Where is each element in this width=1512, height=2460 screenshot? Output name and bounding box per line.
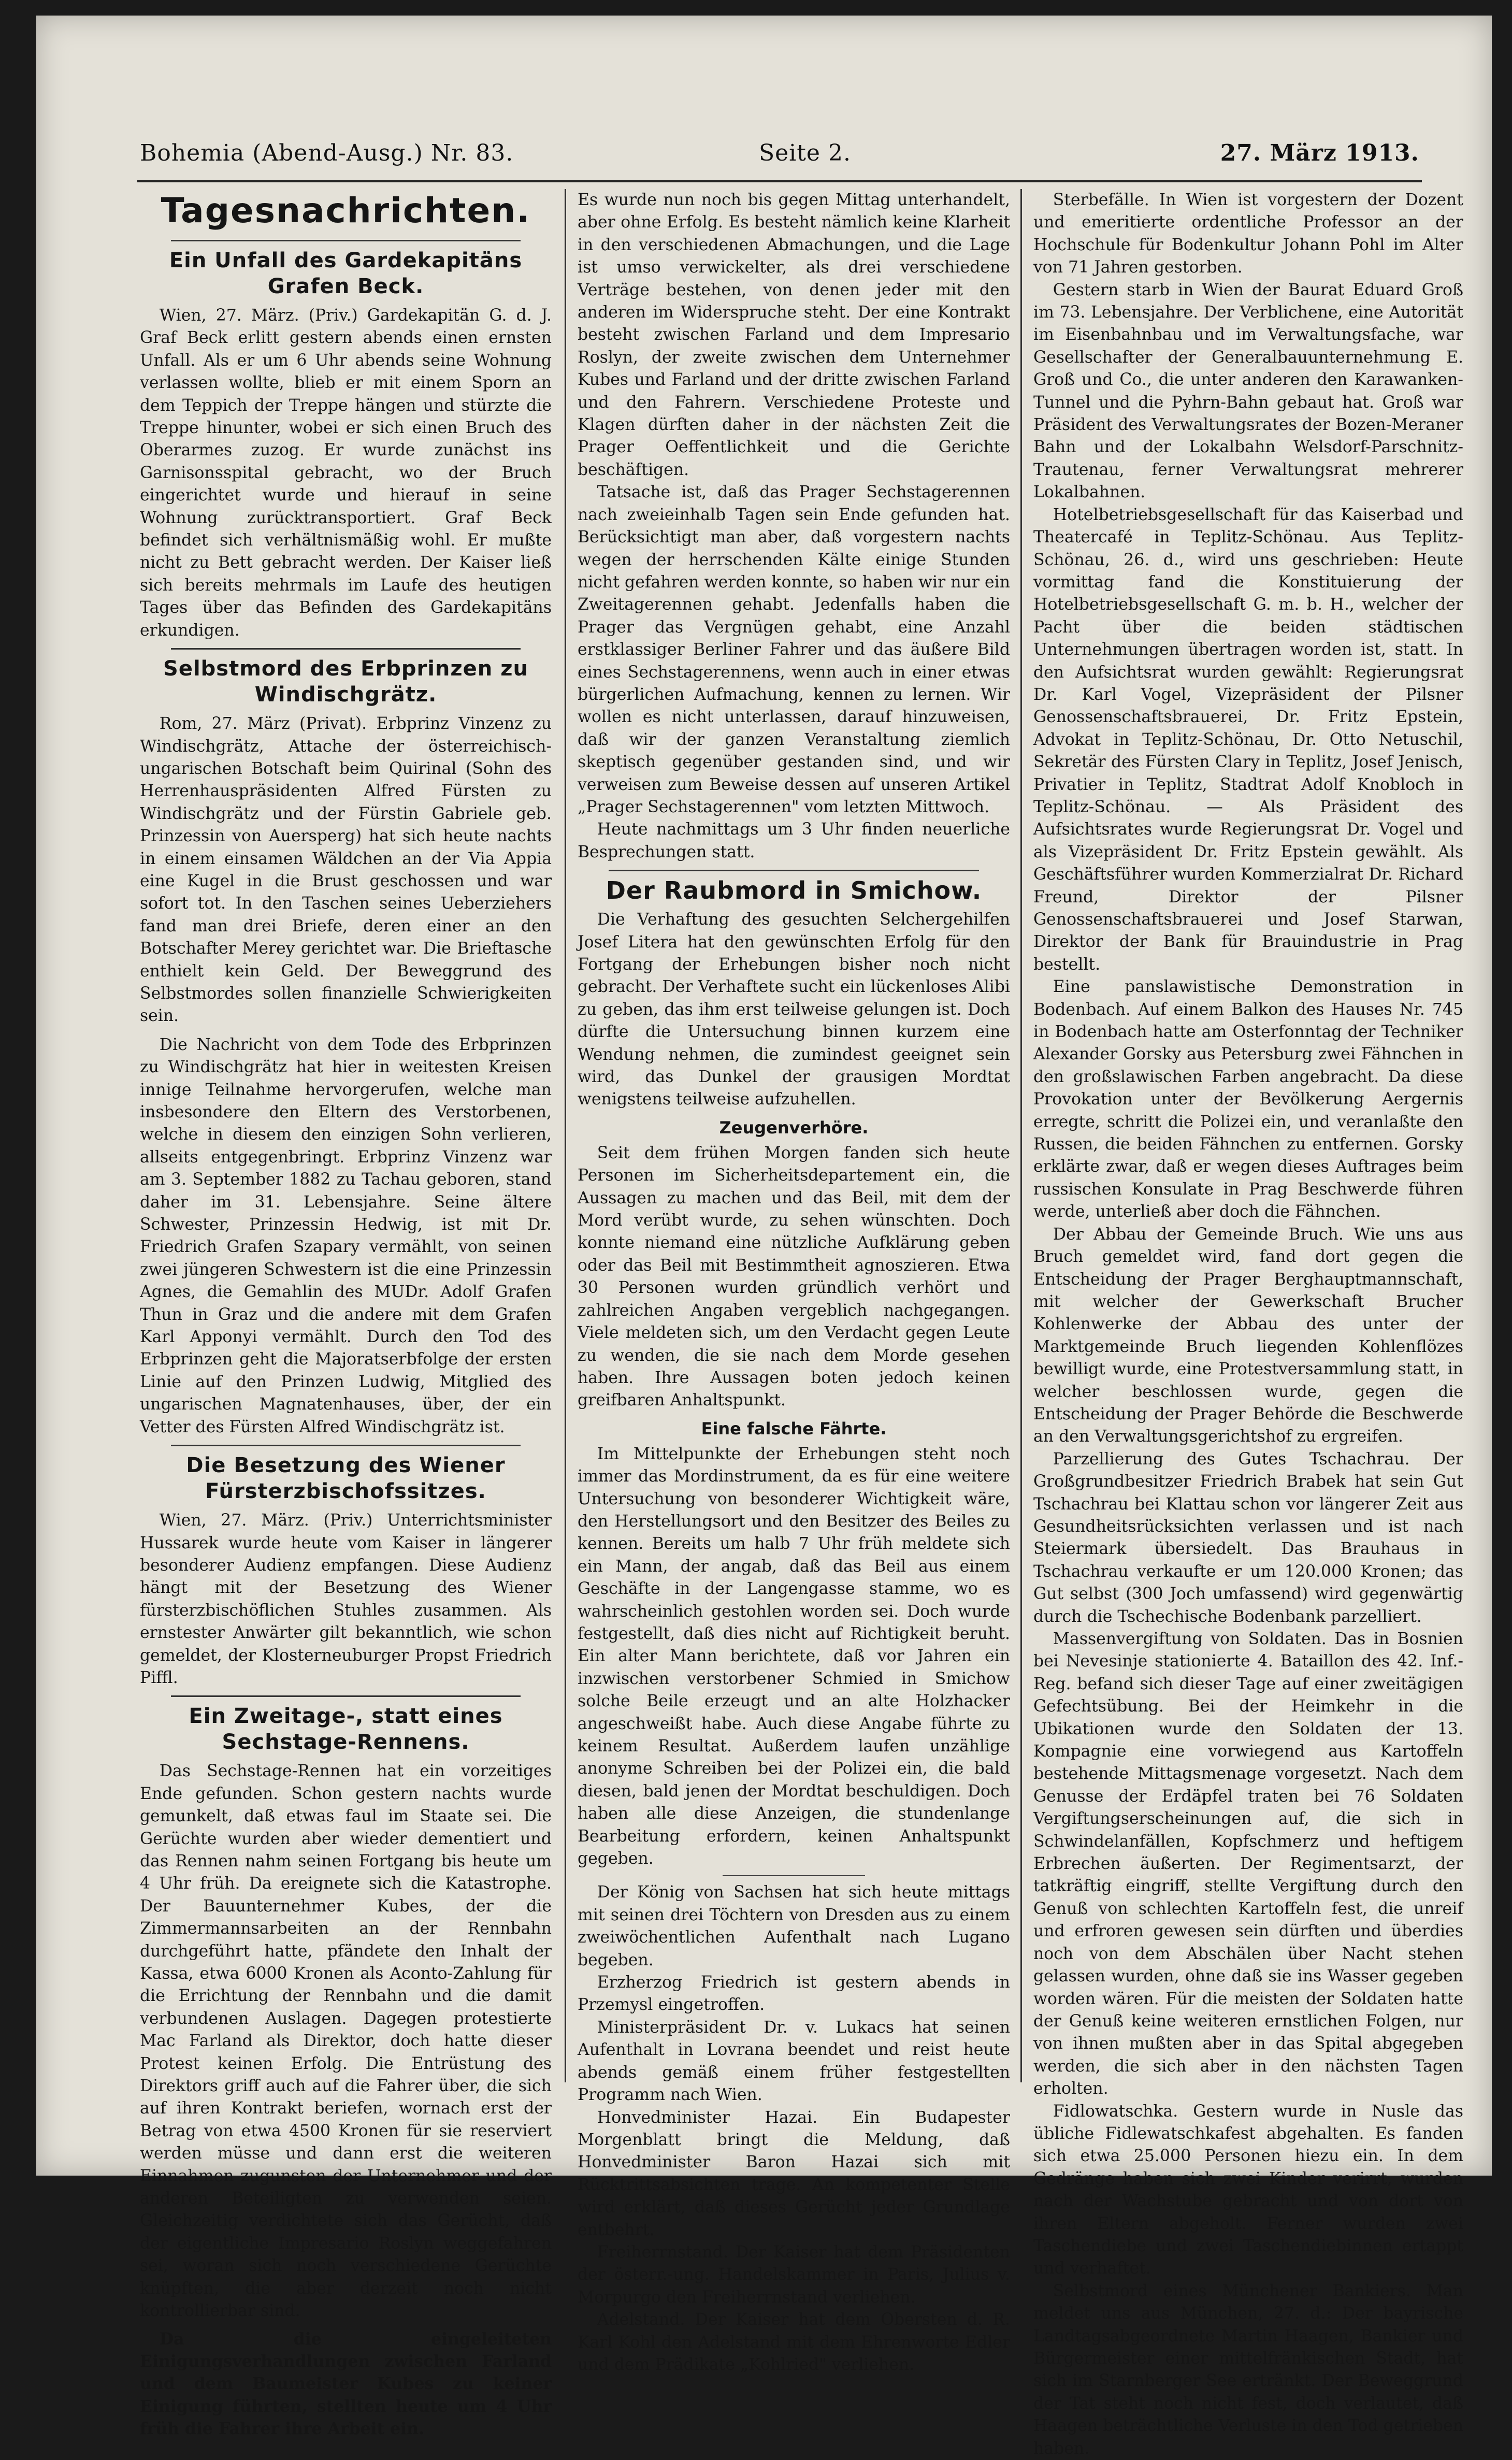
article-heading-raubmord: Der Raubmord in Smichow. — [606, 876, 982, 905]
column-2 — [578, 189, 1010, 2374]
news-item: Eine panslawistische Demonstration in Bodenbach. Auf einem Balkon des Hauses Nr. 745 in Bodenbach hatte am Osterfonntag der Techniker Alexander Gorsky aus Petersburg zwei Fähnchen in den großslawischen Farben angebracht. Da diese Provokation unter der Bevölkerung Aergernis erregte, schritt die Polizei ein, und veranlaßte den Russen, die beiden Fähnchen zu entfernen. Gorsky erklärte zwar, daß er wegen dieses Auftrages beim russischen Konsulate in Prag Beschwerde führen werde, unterließ aber doch die Fähnchen. — [1033, 977, 1463, 1221]
newspaper-page — [36, 16, 1492, 2458]
article-paragraph: Wien, 27. März. (Priv.) Gardekapitän G. d. J. Graf Beck erlitt gestern abends einen ernsten Unfall. Als er um 6 Uhr abends seine Wohnung verlassen wollte, blieb er mit einem Sporn an dem Teppich der Treppe hängen und stürzte die Treppe hinunter, wobei er sich einen Bruch des Oberarmes zuzog. Er wurde zunächst ins Garnisonsspital gebracht, wo der Bruch eingerichtet wurde und hierauf in seine Wohnung zurücktransportiert. Graf Beck befindet sich verhältnismäßig wohl. Er mußte nicht zu Bett gebracht werden. Der Kaiser ließ sich bereits mehrmals im Laufe des heutigen Tages über das Befinden des Gardekapitäns erkundigen. — [140, 306, 552, 640]
masthead-issue: Bohemia (Abend-Ausg.) Nr. 83. — [140, 140, 514, 166]
page-header — [140, 140, 1419, 176]
divider — [171, 240, 521, 241]
news-item: Selbstmord eines Münchener Bankiers. Man meldet uns aus München, 27. d.: Der bayrische Landtagsabgeordnete Martin Haagen, Bankier und Bürgermeister einer mittelfränkischen Stadt, hat sich im Starnberger See ertränkt. Der Beweggrund der Tat steht noch nicht fest, doch verlautet, daß Haagen beträchtliche Verluste in den Tod getrieben haben. — [1033, 2281, 1463, 2458]
news-item: Adelstand. Der Kaiser hat dem Obersten d. R. Karl Kohl den Adelstand mit dem Ehrenworte Edler und dem Prädikate „Kohlried" verliehen. — [578, 2310, 1010, 2374]
column-1 — [140, 189, 552, 2439]
article-paragraph: Die Nachricht von dem Tode des Erbprinzen zu Windischgrätz hat hier in weitesten Kreisen innige Teilnahme hervorgerufen, welche man insbesondere den Eltern des Verstorbenen, welche in diesem den einzigen Sohn verlieren, allseits entgegenbringt. Erbprinz Vinzenz war am 3. September 1882 zu Tachau geboren, stand daher im 31. Lebensjahre. Seine ältere Schwester, Prinzessin Hedwig, ist mit Dr. Friedrich Grafen Szapary vermählt, von seinen zwei jüngeren Schwestern ist die eine Prinzessin Agnes, die Gemahlin des MUDr. Adolf Grafen Thun in Graz und die andere mit dem Grafen Karl Apponyi vermählt. Durch den Tod des Erbprinzen geht die Majoratserbfolge der ersten Linie auf den Prinzen Ludwig, Mitglied des ungarischen Magnatenhauses, über, der ein Vetter des Fürsten Alfred Windischgrätz ist. — [140, 1035, 552, 1436]
article-paragraph: Da die eingeleiteten Einigungsverhandlungen zwischen Farland und dem Baumeister Kubes zu keiner Einigung führten, stellten heute um 4 Uhr früh die Fahrer ihre Arbeit ein. — [140, 2329, 552, 2439]
divider — [171, 1695, 521, 1697]
article-paragraph: Wien, 27. März. (Priv.) Unterrichtsminister Hussarek wurde heute vom Kaiser in längerer besonderer Audienz empfangen. Diese Audienz hängt mit der Besetzung des Wiener fürsterzbischöflichen Stuhles zusammen. Als ernstester Anwärter gilt bekanntlich, wie schon gemeldet, der Klosterneuburger Propst Friedrich Piffl. — [140, 1511, 552, 1687]
news-item: Fidlowatschka. Gestern wurde in Nusle das übliche Fidlewatschkafest abgehalten. Es fanden sich etwa 25.000 Personen hiezu ein. In dem Gedränge haben sich zwei Kinder verirrt, wurden nach der Wachstube gebracht und von dort von ihren Eltern abgeholt. Ferner wurden zwei Taschendiebe und zwei Taschendiebinnen ertappt und verhaftet. — [1033, 2102, 1463, 2278]
article-paragraph: Rom, 27. März (Privat). Erbprinz Vinzenz zu Windischgrätz, Attache der österreichisch-ungarischen Botschaft beim Quirinal (Sohn des Herrenhauspräsidenten Alfred Fürsten zu Windischgrätz und der Fürstin Gabriele geb. Prinzessin von Auersperg) hat sich heute nachts in einem einsamen Wäldchen an der Via Appia eine Kugel in die Brust geschossen und war sofort tot. In den Taschen seines Ueberziehers fand man drei Briefe, deren einer an den Botschafter Merey gerichtet war. Die Brieftasche enthielt kein Geld. Der Beweggrund des Selbstmordes sollen finanzielle Schwierigkeiten sein. — [140, 714, 552, 1026]
news-item: Ministerpräsident Dr. v. Lukacs hat seinen Aufenthalt in Lovrana beendet und reist heute abends gemäß einem früher festgestellten Programm nach Wien. — [578, 2018, 1010, 2105]
column-divider-1 — [565, 189, 566, 2082]
subheading-falsche-faehrte: Eine falsche Fährte. — [701, 1418, 887, 1438]
article-heading-beck: Ein Unfall des Gardekapitäns Grafen Beck. — [169, 249, 523, 298]
article-heading-sechstagerennen: Ein Zweitage-, statt eines Sechstage-Rennens. — [189, 1704, 503, 1754]
news-item: Hotelbetriebsgesellschaft für das Kaiserbad und Theatercafé in Teplitz-Schönau. Aus Teplitz-Schönau, 26. d., wird uns geschrieben: Heute vormittag fand die Konstituierung der Hotelbetriebsgesellschaft G. m. b. H., welcher der Pacht über die beiden städtischen Unternehmungen übertragen worden ist, statt. In den Aufsichtsrat wurden gewählt: Regierungsrat Dr. Karl Vogel, Vizepräsident der Pilsner Genossenschaftsbrauerei, Dr. Fritz Epstein, Advokat in Teplitz-Schönau, Dr. Otto Netuschil, Sekretär des Fürsten Clary in Teplitz, Josef Jenisch, Privatier in Teplitz, Stadtrat Adolf Knobloch in Teplitz-Schönau. — Als Präsident des Aufsichtsrates wurde Regierungsrat Dr. Vogel und als Vizepräsident Dr. Fritz Epstein gewählt. Als Geschäftsführer wurden Kommerzialrat Dr. Richard Freund, Direktor der Pilsner Genossenschaftsbrauerei und Josef Starwan, Direktor der Bank für Brauindustrie in Prag bestellt. — [1033, 505, 1463, 974]
article-paragraph: Im Mittelpunkte der Erhebungen steht noch immer das Mordinstrument, da es für eine weitere Untersuchung von besonderer Wichtigkeit wäre, den Herstellungsort und den Besitzer des Beiles zu kennen. Bereits um halb 7 Uhr früh meldete sich ein Mann, der angab, daß das Beil aus einem Geschäfte in der Langengasse stamme, wo es wahrscheinlich gestohlen worden sei. Doch wurde festgestellt, daß dies nicht auf Richtigkeit beruht. Ein alter Mann berichtete, daß vor Jahren ein inzwischen verstorbener Schmied in Smichow solche Beile erzeugt und an alte Holzhacker angeschweißt habe. Auch diese Angabe führte zu keinem Resultat. Außerdem laufen unzählige anonyme Schreiben bei der Polizei ein, die bald diesen, bald jenen der Mordtat beschuldigen. Doch haben alle diese Anzeigen, die stundenlange Bearbeitung erfordern, keinen Anhaltspunkt gegeben. — [578, 1444, 1010, 1868]
divider — [171, 648, 521, 650]
divider — [609, 870, 979, 871]
article-paragraph: Es wurde nun noch bis gegen Mittag unterhandelt, aber ohne Erfolg. Es besteht nämlich keine Klarheit in den verschiedenen Abmachungen, und die Lage ist umso verwickelter, als drei verschiedene Verträge bestehen, von denen jeder mit den anderen im Widerspruche steht. Der eine Kontrakt besteht zwischen Farland und dem Impresario Roslyn, der zweite zwischen dem Unternehmer Kubes und Farland und der dritte zwischen Farland und den Fahrern. Verschiedene Proteste und Klagen dürften daher in der nächsten Zeit die Prager Oeffentlichkeit und die Gerichte beschäftigen. — [578, 191, 1010, 479]
article-paragraph: Heute nachmittags um 3 Uhr finden neuerliche Besprechungen statt. — [578, 820, 1010, 861]
article-paragraph: Die Verhaftung des gesuchten Selchergehilfen Josef Litera hat den gewünschten Erfolg für den Fortgang der Erhebungen bisher noch nicht gebracht. Der Verhaftete sucht ein lückenloses Alibi zu geben, das ihm erst teilweise gelungen ist. Doch dürfte die Untersuchung binnen kurzem eine Wendung nehmen, die zumindest geeignet sein wird, das Dunkel der grausigen Mordtat wenigstens teilweise aufzuhellen. — [578, 910, 1010, 1109]
news-item: Sterbefälle. In Wien ist vorgestern der Dozent und emeritierte ordentliche Professor an der Hochschule für Bodenkultur Johann Pohl im Alter von 71 Jahren gestorben. — [1033, 191, 1463, 277]
news-item: Gestern starb in Wien der Baurat Eduard Groß im 73. Lebensjahre. Der Verblichene, eine Autorität im Eisenbahnbau und im Verwaltungsfache, war Gesellschafter der Generalbauunternehmung E. Groß und Co., die unter anderen den Karawanken-Tunnel und die Pyhrn-Bahn gebaut hat. Groß war Präsident des Verwaltungsrates der Bozen-Meraner Bahn und der Lokalbahn Welsdorf-Parschnitz-Trautenau, ferner Verwaltungsrat mehrerer Lokalbahnen. — [1033, 280, 1463, 502]
column-3 — [1033, 189, 1463, 2458]
article-paragraph: Das Sechstage-Rennen hat ein vorzeitiges Ende gefunden. Schon gestern nachts wurde gemunkelt, daß etwas faul im Staate sei. Die Gerüchte wurden aber wieder dementiert und das Rennen nahm seinen Fortgang bis heute um 4 Uhr früh. Da ereignete sich die Katastrophe. Der Bauunternehmer Kubes, der die Zimmermannsarbeiten an der Rennbahn durchgeführt hatte, pfändete den Inhalt der Kassa, etwa 6000 Kronen als Aconto-Zahlung für die Errichtung der Rennbahn und die damit verbundenen Auslagen. Dagegen protestierte Mac Farland als Direktor, doch hatte dieser Protest keinen Erfolg. Die Entrüstung des Direktors griff auch auf die Fahrer über, die sich auf ihren Kontrakt beriefen, wornach erst der Betrag von etwa 4500 Kronen für sie reserviert werden müsse und dann erst die weiteren Einnahmen zugunsten der Unternehmer und der anderen Beteiligten zu verwenden seien. Gleichzeitig verdichtete sich das Gerücht, daß der eigentliche Impresario Roslyn weggefahren sei, woran sich noch verschiedene Gerüchte knüpften, die aber derzeit noch nicht kontrollierbar sind. — [140, 1762, 552, 2321]
header-rule — [137, 180, 1422, 182]
news-item: Freiherrnstand. Der Kaiser hat dem Präsidenten der österr.-ung. Handelskammer in Paris, Julius v. Morpurgo den Freiherrnstand verliehen. — [578, 2242, 1010, 2307]
news-item: Der König von Sachsen hat sich heute mittags mit seinen drei Töchtern von Dresden aus zu einem zweiwöchentlichen Aufenthalt nach Lugano begeben. — [578, 1883, 1010, 1969]
article-heading-fuersterzbischof: Die Besetzung des Wiener Fürsterzbischofssitzes. — [186, 1454, 506, 1504]
news-item: Massenvergiftung von Soldaten. Das in Bosnien bei Nevesinje stationierte 4. Bataillon des 42. Inf.-Reg. befand sich dieser Tage auf einer zweitägigen Gefechtsübung. Bei der Heimkehr in die Ubikationen wurde den Soldaten der 13. Kompagnie eine vorwiegend aus Kartoffeln bestehende Mittagsmenage vorgesetzt. Nach dem Genusse der Erdäpfel traten bei 76 Soldaten Vergiftungserscheinungen auf, die sich in Schwindelanfällen, Kopfschmerz und heftigem Erbrechen äußerten. Der Regimentsarzt, der tatkräftig eingriff, stellte Vergiftung durch den Genuß von schlechten Kartoffeln fest, die unreif und erfroren gewesen sein dürften und überdies noch von dem Abschälen über Nacht stehen gelassen wurden, ohne daß sie ins Wasser gegeben worden wären. Für die meisten der Soldaten hatte der Genuß keine weiteren ernstlichen Folgen, nur von ihnen mußten aber in das Spital abgegeben werden, die sich aber in den nächsten Tagen erholten. — [1033, 1630, 1463, 2098]
page-number: Seite 2. — [759, 140, 851, 166]
news-item: Erzherzog Friedrich ist gestern abends in Przemysl eingetroffen. — [578, 1973, 1010, 2015]
subheading-zeugenverhoere: Zeugenverhöre. — [719, 1117, 869, 1138]
divider — [723, 1875, 865, 1876]
article-paragraph: Tatsache ist, daß das Prager Sechstagerennen nach zweieinhalb Tagen sein Ende gefunden hat. Berücksichtigt man aber, daß vorgestern nachts wegen der herrschenden Kälte einige Stunden nicht gefahren werden konnte, so haben wir nur ein Zweitagerennen gehabt. Jedenfalls haben die Prager das Vergnügen gehabt, eine Anzahl erstklassiger Berliner Fahrer und das äußere Bild eines Sechstagerennens, wenn auch in einer etwas bürgerlichen Aufmachung, kennen zu lernen. Wir wollen es nicht unterlassen, darauf hinzuweisen, daß wir der ganzen Veranstaltung ziemlich skeptisch gegenüber gestanden sind, und wir verweisen zum Beweise dessen auf unseren Artikel „Prager Sechstagerennen" vom letzten Mittwoch. — [578, 483, 1010, 816]
column-divider-2 — [1020, 189, 1022, 2082]
article-heading-windischgraetz: Selbstmord des Erbprinzen zu Windischgrätz. — [163, 657, 528, 707]
news-item: Parzellierung des Gutes Tschachrau. Der Großgrundbesitzer Friedrich Brabek hat sein Gut Tschachrau bei Klattau schon vor längerer Zeit aus Gesundheitsrücksichten verlassen und ist nach Steiermark übersiedelt. Das Brauhaus in Tschachrau verkaufte er um 120.000 Kronen; das Gut selbst (300 Joch umfassend) wird gegenwärtig durch die Tschechische Bodenbank parzelliert. — [1033, 1449, 1463, 1626]
section-title: Tagesnachrichten. — [161, 191, 531, 231]
news-item: Der Abbau der Gemeinde Bruch. Wie uns aus Bruch gemeldet wird, fand dort gegen die Entscheidung der Prager Berghauptmannschaft, mit welcher der Gewerkschaft Brucher Kohlenwerke der Abbau des unter der Marktgemeinde Bruch liegenden Kohlenflözes bewilligt wurde, eine Protestversammlung statt, in welcher beschlossen wurde, gegen die Entscheidung der Prager Behörde die Beschwerde an den Verwaltungsgerichtshof zu ergreifen. — [1033, 1225, 1463, 1446]
divider — [171, 1445, 521, 1446]
article-paragraph: Seit dem frühen Morgen fanden sich heute Personen im Sicherheitsdepartement ein, die Aussagen zu machen und das Beil, mit dem der Mord verübt wurde, zu sehen wünschten. Doch konnte niemand eine nützliche Aufklärung geben oder das Beil mit Bestimmtheit agnoszieren. Etwa 30 Personen wurden gründlich verhört und zahlreichen Angaben vergeblich nachgegangen. Viele meldeten sich, um den Verdacht gegen Leute zu wenden, die sie nach dem Morde gesehen haben. Ihre Aussagen boten jedoch keinen greifbaren Anhaltspunkt. — [578, 1143, 1010, 1410]
news-item: Honvedminister Hazai. Ein Budapester Morgenblatt bringt die Meldung, daß Honvedminister Baron Hazai sich mit Rücktrittsabsichten trage. An kompetenter Stelle wird erklärt, daß dieses Gerücht jeder Grundlage entbehrt. — [578, 2108, 1010, 2239]
issue-date: 27. März 1913. — [1220, 140, 1419, 166]
